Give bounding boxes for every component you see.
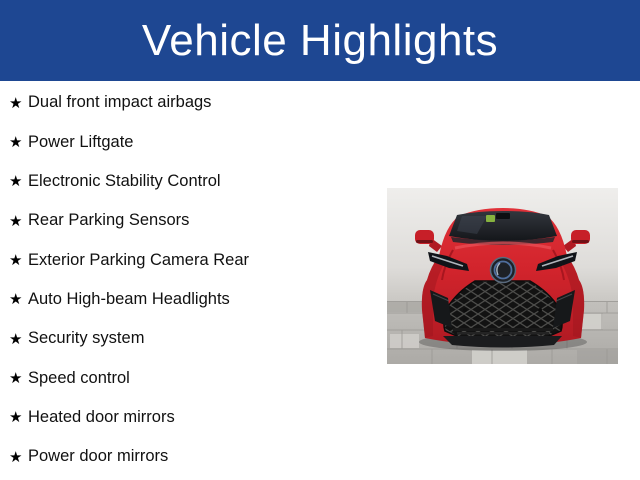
lexus-emblem bbox=[491, 258, 516, 283]
car-lower-lip bbox=[443, 336, 562, 348]
star-bullet-icon: ★ bbox=[9, 173, 23, 191]
star-bullet-icon: ★ bbox=[9, 370, 23, 388]
star-bullet-icon: ★ bbox=[9, 94, 23, 112]
feature-label: Speed control bbox=[28, 368, 130, 387]
list-item bbox=[9, 122, 249, 161]
list-item bbox=[9, 280, 249, 319]
feature-label: Power door mirrors bbox=[28, 447, 169, 466]
feature-label: Exterior Parking Camera Rear bbox=[28, 250, 249, 269]
windshield-sticker bbox=[486, 215, 495, 222]
vehicle-photo bbox=[387, 188, 618, 364]
star-bullet-icon: ★ bbox=[9, 330, 23, 348]
feature-label: Security system bbox=[28, 329, 145, 348]
feature-label: Auto High-beam Headlights bbox=[28, 289, 230, 308]
list-item bbox=[9, 162, 249, 201]
list-item bbox=[9, 319, 249, 358]
list-item bbox=[9, 398, 249, 437]
header-banner bbox=[0, 0, 640, 81]
star-bullet-icon: ★ bbox=[9, 252, 23, 270]
list-item bbox=[9, 201, 249, 240]
feature-label: Heated door mirrors bbox=[28, 407, 175, 426]
feature-label: Rear Parking Sensors bbox=[28, 211, 190, 230]
list-item bbox=[9, 437, 249, 476]
feature-label: Power Liftgate bbox=[28, 132, 134, 151]
star-bullet-icon: ★ bbox=[9, 448, 23, 466]
star-bullet-icon: ★ bbox=[9, 409, 23, 427]
star-bullet-icon: ★ bbox=[9, 212, 23, 230]
list-item bbox=[9, 240, 249, 279]
feature-label: Electronic Stability Control bbox=[28, 171, 221, 190]
list-item bbox=[9, 83, 249, 122]
star-bullet-icon: ★ bbox=[9, 134, 23, 152]
page-title: Vehicle Highlights bbox=[141, 15, 499, 65]
feature-list bbox=[9, 83, 249, 476]
star-bullet-icon: ★ bbox=[9, 291, 23, 309]
list-item bbox=[9, 358, 249, 397]
feature-label: Dual front impact airbags bbox=[28, 93, 212, 112]
